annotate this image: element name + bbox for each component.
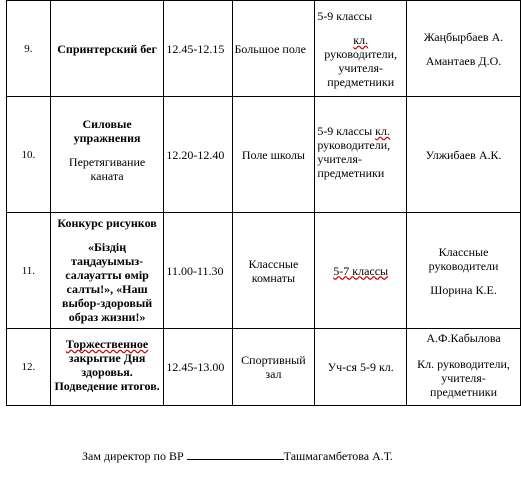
- responsible-line: Амантаев Д.О.: [425, 54, 502, 68]
- event-line: каната: [90, 169, 124, 183]
- event-line: [53, 329, 162, 351]
- event-time: 11.00-11.30: [164, 213, 232, 329]
- event-place: Поле школы: [232, 97, 315, 213]
- participants-line: предметники: [317, 166, 385, 180]
- event-time: 12.45-12.15: [164, 1, 232, 97]
- responsible-cell: [407, 213, 521, 329]
- responsible-line: Жаңбырбаев А.: [423, 30, 504, 44]
- table-row: [7, 1, 521, 97]
- event-time: 12.20-12.40: [164, 97, 232, 213]
- event-line: салты!», «Наш: [66, 282, 148, 296]
- table-row: [7, 329, 521, 406]
- participants-text: 5-7 классы: [333, 263, 389, 278]
- event-line: здоровья.: [81, 365, 133, 379]
- event-line: Перетягивание: [68, 155, 146, 169]
- event-name: Спринтерский бег: [50, 1, 164, 97]
- table-row: [7, 213, 521, 329]
- event-line: выбор-здоровый: [61, 296, 153, 310]
- schedule-table: [6, 0, 521, 406]
- place-line: Классные: [248, 256, 299, 271]
- participants-line: [315, 213, 407, 329]
- participants-line: [317, 97, 404, 138]
- signature-blank: [187, 449, 284, 460]
- participants-line: кл.: [353, 33, 369, 47]
- participants-line: учителя-: [338, 61, 383, 75]
- signature-name: Ташмагамбетова А.Т.: [283, 449, 393, 463]
- responsible-line: Классные: [438, 244, 489, 259]
- place-line: комнаты: [251, 270, 296, 285]
- responsible-line: А.Ф.Кабылова: [426, 331, 501, 345]
- event-line: закрытие Дня: [68, 351, 146, 365]
- event-line: Силовые: [82, 117, 132, 131]
- participants-line: 5-9 классы: [317, 9, 373, 23]
- event-cell: [50, 213, 164, 329]
- responsible-line: Улжибаев А.К.: [407, 97, 521, 213]
- event-title-text: Торжественное: [65, 337, 149, 351]
- responsible-line: учителя-: [441, 371, 486, 385]
- event-cell: [50, 97, 164, 213]
- responsible-line: руководители: [428, 258, 499, 273]
- event-line: «Біздің: [87, 240, 127, 254]
- event-time: 12.45-13.00: [164, 329, 232, 406]
- participants-line: Уч-ся 5-9 кл.: [315, 329, 407, 406]
- event-line: Подведение итогов.: [54, 379, 160, 393]
- responsible-line: Кл. руководители,: [417, 357, 510, 371]
- table-row: [7, 97, 521, 213]
- event-place-cell: [232, 213, 315, 329]
- signature-line: [82, 449, 393, 464]
- participants-text: 5-9 классы: [317, 124, 373, 138]
- participants-line: руководители,: [324, 47, 398, 61]
- participants-abbrev: кл.: [375, 124, 390, 138]
- row-number: 9.: [7, 1, 51, 97]
- event-line: таңдауымыз-: [70, 254, 144, 268]
- responsible-cell: [407, 1, 521, 97]
- participants-cell: [315, 97, 407, 213]
- event-place-cell: [232, 329, 315, 406]
- event-line: образ жизни!»: [68, 310, 146, 324]
- event-place: Большое поле: [232, 1, 315, 97]
- participants-line: учителя-: [317, 152, 362, 166]
- event-line: Конкурс рисунков: [57, 216, 157, 230]
- event-cell: [50, 329, 164, 406]
- responsible-line: Шорина К.Е.: [430, 282, 497, 297]
- participants-line: руководители,: [317, 138, 391, 152]
- place-line: зал: [265, 367, 282, 381]
- row-number: 10.: [7, 97, 51, 213]
- place-line: Спортивный: [241, 353, 306, 367]
- participants-line: предметники: [327, 75, 395, 89]
- responsible-line: предметники: [430, 385, 498, 399]
- event-line: упражнения: [73, 131, 141, 145]
- row-number: 11.: [7, 213, 51, 329]
- event-line: салауатты өмір: [65, 268, 149, 282]
- responsible-cell: [407, 329, 521, 406]
- signature-label: Зам директор по ВР: [82, 449, 184, 463]
- row-number: 12.: [7, 329, 51, 406]
- participants-cell: [315, 1, 407, 97]
